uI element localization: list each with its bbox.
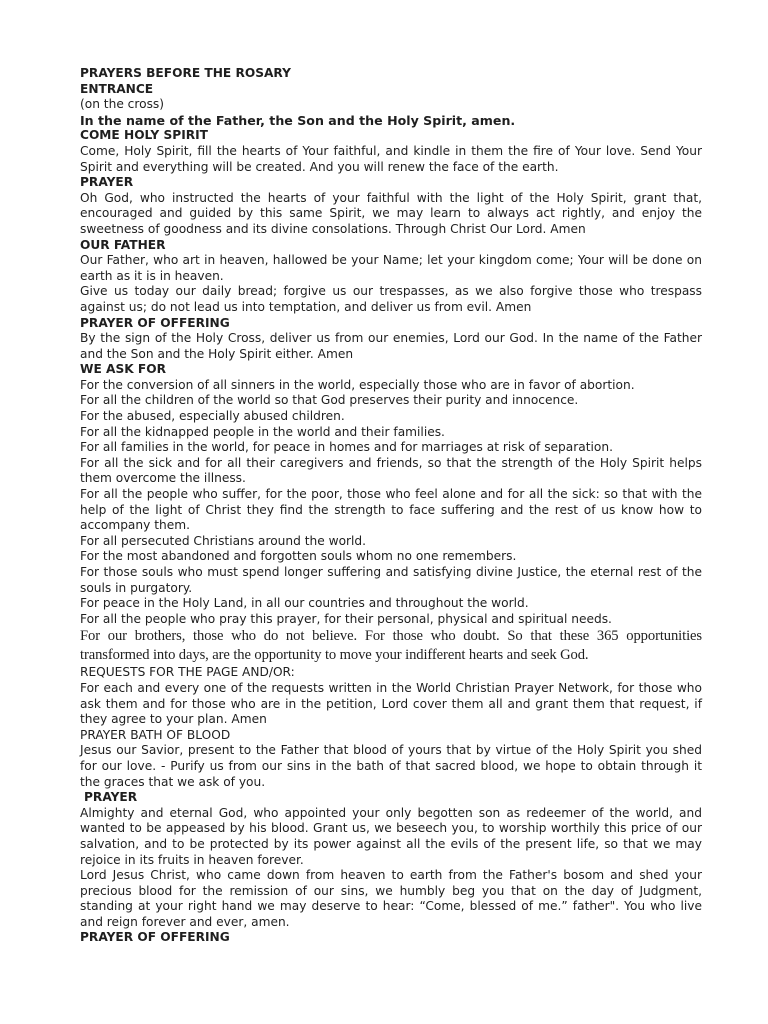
entrance-heading: ENTRANCE [80, 81, 154, 96]
blood-text: Jesus our Savior, present to the Father that blood of yours that by virtue of the Holy Spirit you shed for our love. - Purify us from our sins in the bath of that sacred blood, we hope to obtain through it the graces that we ask of you. [80, 743, 702, 789]
prayer2-text: Almighty and eternal God, who appointed your only begotten son as redeemer of the world, and wanted to be appeased by his blood. Grant us, we beseech you, to worship worthily this price of our salvation, and to be protected by its power against all the evils of the present life, so that we may rejoice in its fruits in heaven forever. [80, 805, 702, 867]
we-ask-item: For all the children of the world so that God preserves their purity and innocence. [80, 393, 579, 408]
we-ask-item: For all the people who suffer, for the poor, those who feel alone and for all the sick: so that with the help of the light of Christ they find the strength to face suffering and the rest of us know how to accompany them. [80, 487, 702, 533]
document-title: PRAYERS BEFORE THE ROSARY [80, 66, 291, 80]
we-ask-item: For the conversion of all sinners in the world, especially those who are in favor of abortion. [80, 377, 635, 392]
offering2-heading: PRAYER OF OFFERING [80, 930, 230, 945]
requests-text: For each and every one of the requests written in the World Christian Prayer Network, for those who ask them and for those who are in the petition, Lord cover them all and grant them that request, if they agree to your plan. Amen [80, 680, 702, 727]
prayer2-text-continued: Lord Jesus Christ, who came down from heaven to earth from the Father's bosom and shed your precious blood for the remission of our sins, we humbly beg you that on the day of Judgment, standing at your right hand we may deserve to hear: “Come, blessed of me.” father". You who live and reign forever and ever, amen. [80, 868, 702, 929]
offering-heading: PRAYER OF OFFERING [80, 315, 230, 330]
prayer2-heading: PRAYER [84, 790, 138, 805]
we-ask-item: For all the sick and for all their caregivers and friends, so that the strength of the Holy Spirit helps them overcome the illness. [80, 455, 702, 486]
we-ask-item: For peace in the Holy Land, in all our countries and throughout the world. [80, 596, 529, 611]
come-holy-spirit-heading: COME HOLY SPIRIT [80, 128, 208, 143]
our-father-text-continued: Give us today our daily bread; forgive us our trespasses, as we also forgive those who trespass against us; do not lead us into temptation, and deliver us from evil. Amen [80, 284, 702, 314]
we-ask-item: For the most abandoned and forgotten souls whom no one remembers. [80, 549, 517, 564]
our-father-heading: OUR FATHER [80, 237, 166, 252]
we-ask-item: For all families in the world, for peace in homes and for marriages at risk of separation. [80, 440, 613, 455]
we-ask-item: For all the people who pray this prayer, for their personal, physical and spiritual needs. [80, 611, 612, 626]
prayer-heading: PRAYER [80, 175, 134, 190]
entrance-note: (on the cross) [80, 97, 165, 112]
our-father-text: Our Father, who art in heaven, hallowed be your Name; let your kingdom come; Your will be done on earth as it is in heaven. [80, 253, 702, 283]
we-ask-item: For all the kidnapped people in the world and their families. [80, 424, 445, 439]
requests-heading: REQUESTS FOR THE PAGE AND/OR: [80, 665, 295, 680]
we-ask-heading: WE ASK FOR [80, 362, 166, 377]
document-page [80, 66, 702, 946]
sign-of-cross: In the name of the Father, the Son and the Holy Spirit, amen. [80, 112, 516, 128]
come-holy-spirit-text: Come, Holy Spirit, fill the hearts of Your faithful, and kindle in them the fire of Your love. Send Your Spirit and everything will be created. And you will renew the face of the earth. [80, 143, 702, 174]
we-ask-item: For the abused, especially abused children. [80, 409, 345, 424]
brothers-text: For our brothers, those who do not believe. For those who doubt. So that these 365 opportunities transformed into days, are the opportunity to move your indifferent hearts and seek God. [80, 628, 702, 664]
blood-heading: PRAYER BATH OF BLOOD [80, 727, 231, 742]
offering-text: By the sign of the Holy Cross, deliver us from our enemies, Lord our God. In the name of the Father and the Son and the Holy Spirit either. Amen [80, 331, 702, 361]
prayer-text: Oh God, who instructed the hearts of your faithful with the light of the Holy Spirit, grant that, encouraged and guided by this same Spirit, we may learn to always act rightly, and enjoy the sweetness of goodness and its divine consolations. Through Christ Our Lord. Amen [80, 190, 702, 236]
we-ask-item: For those souls who must spend longer suffering and satisfying divine Justice, the eternal rest of the souls in purgatory. [80, 565, 702, 595]
we-ask-item: For all persecuted Christians around the world. [80, 533, 367, 548]
